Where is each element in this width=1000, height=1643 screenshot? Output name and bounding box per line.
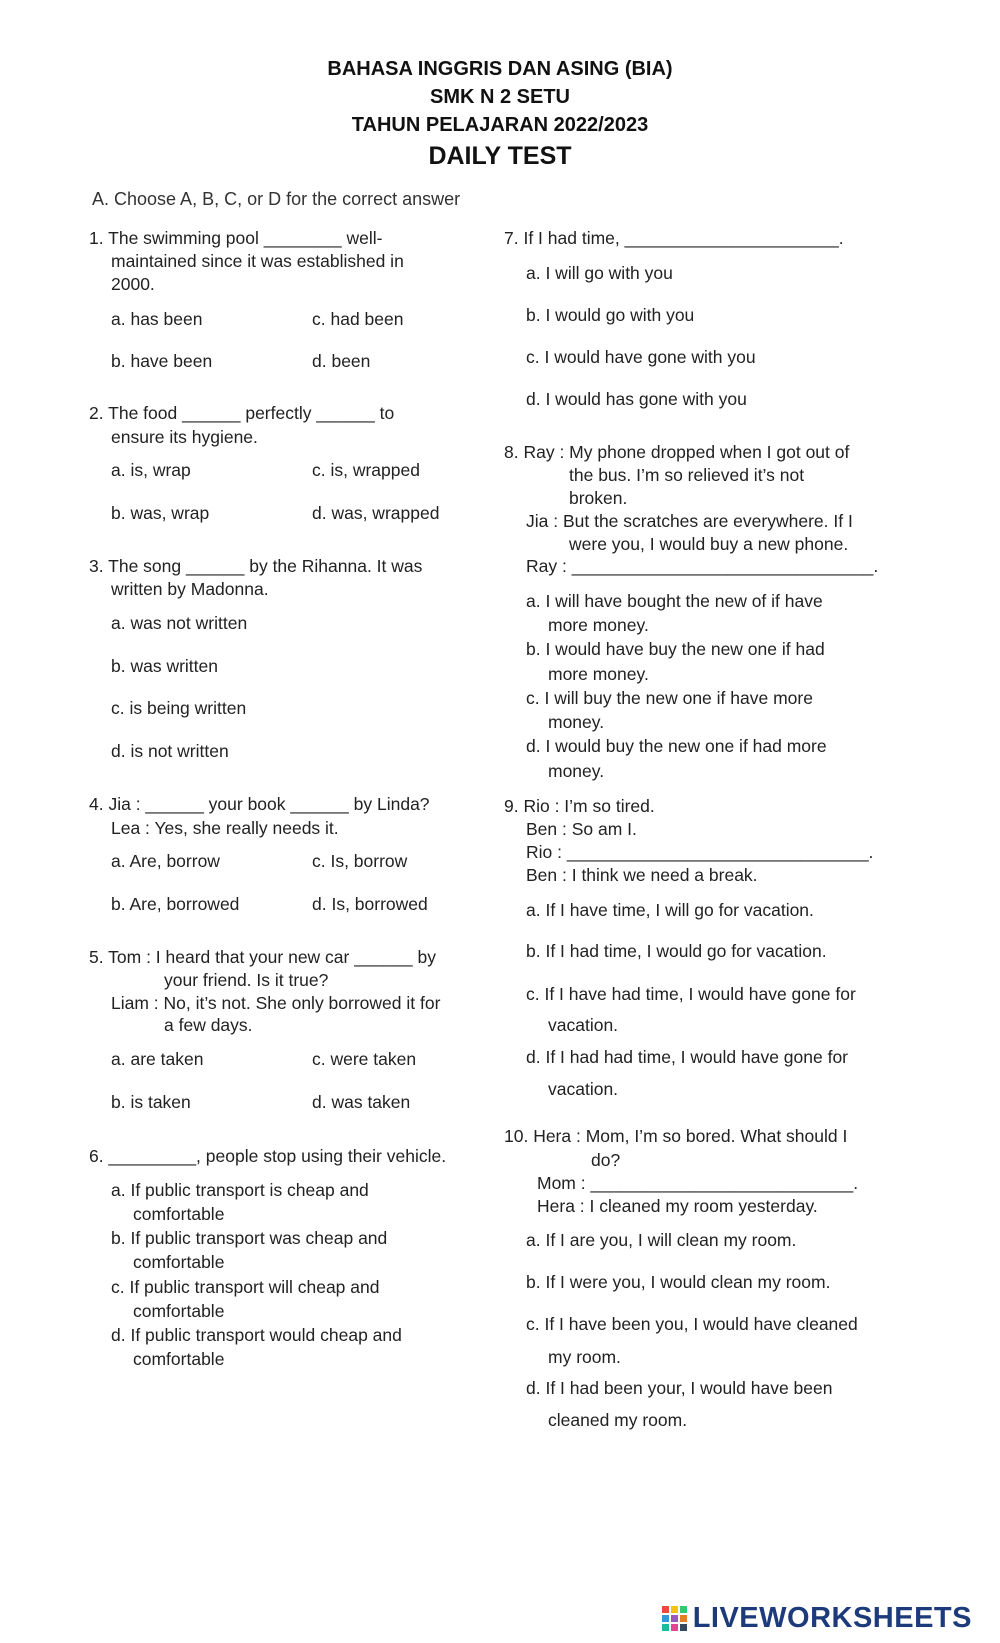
option-c[interactable]: c. If I have been you, I would have cleaned [526,1314,858,1334]
header-year: TAHUN PELAJARAN 2022/2023 [351,114,649,136]
question-text: 5. Tom : I heard that your new car ______ by [89,947,436,967]
option-d[interactable]: d. I would buy the new one if had more [526,736,827,756]
option-d[interactable]: d. was, wrapped [312,503,440,523]
instruction: A. Choose A, B, C, or D for the correct answer [92,189,461,209]
option-a[interactable]: a. is, wrap [111,460,191,480]
option-d[interactable]: d. was taken [312,1092,411,1112]
question-text: Lea : Yes, she really needs it. [111,818,339,838]
question-text: 10. Hera : Mom, I’m so bored. What should I [504,1126,848,1146]
liveworksheets-logo[interactable] [662,1602,972,1635]
question-text: the bus. I’m so relieved it’s not [569,465,805,485]
question-text: 2000. [111,274,155,294]
question-text: Rio : _______________________________. [526,842,874,862]
option-c-cont: vacation. [548,1015,619,1035]
header-subject: BAHASA INGGRIS DAN ASING (BIA) [327,58,673,80]
option-b[interactable]: b. was written [111,656,218,676]
header-school-name: SMK N 2 SETU [429,86,571,108]
question-text: Jia : But the scratches are everywhere. If I [526,511,853,531]
option-b[interactable]: b. If I had time, I would go for vacation. [526,941,827,961]
page-title: DAILY TEST [428,142,572,170]
option-c-cont: comfortable [133,1301,225,1321]
brand-name: LIVEWORKSHEETS [692,1602,972,1634]
question-text: Ben : I think we need a break. [526,865,758,885]
question-text: a few days. [164,1015,253,1035]
option-c[interactable]: c. Is, borrow [312,851,408,871]
question-text: 1. The swimming pool ________ well- [89,228,383,248]
question-text: maintained since it was established in [111,251,404,271]
option-b[interactable]: b. have been [111,351,213,371]
option-b[interactable]: b. I would go with you [526,305,695,325]
option-b[interactable]: b. If public transport was cheap and [111,1228,388,1248]
question-text: 4. Jia : ______ your book ______ by Linda? [89,794,430,814]
option-c[interactable]: c. If I have had time, I would have gone for [526,984,856,1004]
option-d[interactable]: d. been [312,351,371,371]
question-text: 8. Ray : My phone dropped when I got out of [504,442,850,462]
option-c-cont: my room. [548,1347,621,1367]
option-a[interactable]: a. are taken [111,1049,204,1069]
question-text: 9. Rio : I’m so tired. [504,796,655,816]
option-d-cont: comfortable [133,1349,225,1369]
question-text: do? [591,1150,621,1170]
question-text: your friend. Is it true? [164,970,329,990]
option-b-cont: more money. [548,664,649,684]
option-c[interactable]: c. is being written [111,698,247,718]
option-a[interactable]: a. If I have time, I will go for vacation. [526,900,814,920]
logo-grid-icon [662,1606,687,1631]
question-text: Mom : ___________________________. [537,1173,859,1193]
option-d[interactable]: d. If I had been your, I would have been [526,1378,833,1398]
option-d[interactable]: d. I would has gone with you [526,389,747,409]
option-b[interactable]: b. Are, borrowed [111,894,240,914]
question-text: 2. The food ______ perfectly ______ to [89,403,395,423]
question-text: ensure its hygiene. [111,427,258,447]
option-a[interactable]: a. If I are you, I will clean my room. [526,1230,797,1250]
question-text: written by Madonna. [111,579,269,599]
option-b[interactable]: b. is taken [111,1092,191,1112]
question-text: Ray : _______________________________. [526,556,879,576]
option-a-cont: more money. [548,615,649,635]
option-a[interactable]: a. Are, borrow [111,851,220,871]
option-d[interactable]: d. If I had had time, I would have gone for [526,1047,849,1067]
option-c[interactable]: c. is, wrapped [312,460,420,480]
question-text: 3. The song ______ by the Rihanna. It was [89,556,423,576]
option-c[interactable]: c. I would have gone with you [526,347,756,367]
question-text: Ben : So am I. [526,819,637,839]
question-text: were you, I would buy a new phone. [569,534,849,554]
option-d-cont: money. [548,761,605,781]
question-text: 7. If I had time, ______________________. [504,228,844,248]
option-c[interactable]: c. I will buy the new one if have more [526,688,813,708]
option-a[interactable]: a. was not written [111,613,248,633]
option-a[interactable]: a. I will have bought the new of if have [526,591,823,611]
option-d-cont: vacation. [548,1079,619,1099]
option-b[interactable]: b. If I were you, I would clean my room. [526,1272,831,1292]
option-a[interactable]: a. If public transport is cheap and [111,1180,369,1200]
option-d[interactable]: d. Is, borrowed [312,894,428,914]
option-a[interactable]: a. has been [111,309,203,329]
question-text: Liam : No, it’s not. She only borrowed it for [111,993,441,1013]
option-d[interactable]: d. If public transport would cheap and [111,1325,402,1345]
question-text: broken. [569,488,628,508]
option-c[interactable]: c. had been [312,309,404,329]
option-c-cont: money. [548,712,605,732]
option-b[interactable]: b. I would have buy the new one if had [526,639,825,659]
option-c[interactable]: c. were taken [312,1049,417,1069]
option-d[interactable]: d. is not written [111,741,229,761]
option-d-cont: cleaned my room. [548,1410,688,1430]
option-c[interactable]: c. If public transport will cheap and [111,1277,380,1297]
option-b-cont: comfortable [133,1252,225,1272]
option-a[interactable]: a. I will go with you [526,263,673,283]
question-text: Hera : I cleaned my room yesterday. [537,1196,818,1216]
question-text: 6. _________, people stop using their vehicle. [89,1146,447,1166]
option-b[interactable]: b. was, wrap [111,503,210,523]
option-a-cont: comfortable [133,1204,225,1224]
